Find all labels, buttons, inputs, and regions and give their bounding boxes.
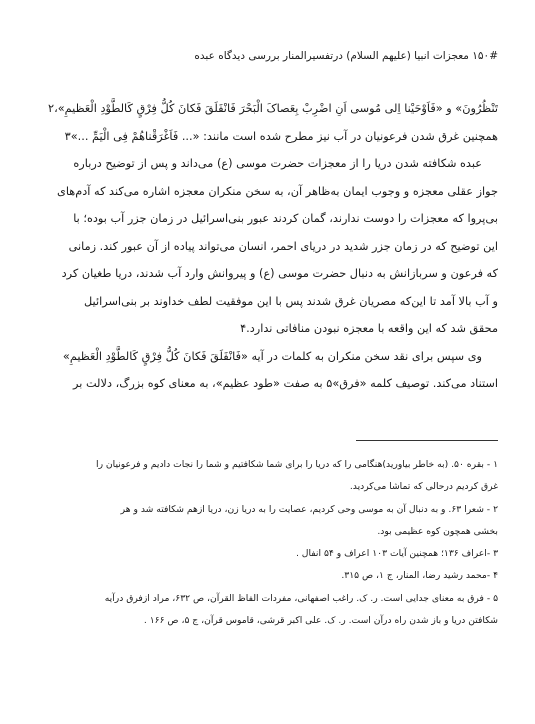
body-text (38, 95, 498, 398)
footnote-1-cont: غرق کردیم درحالی که تماشا می‌کردید. (349, 481, 498, 493)
body-line-11: استناد می‌کند. توصیف کلمه «فرق»۵ به صفت «طود عظیم»، به معنای کوه بزرگ، دلالت بر (73, 377, 498, 390)
footnote-2-cont: بخشی همچون کوه عظیمی بود. (377, 525, 498, 537)
body-line-8: و آب بالا آمد تا این‌که مصریان غرق شدند پس با این موفقیت لطف خداوند بر بنی‌اسرائیل (83, 294, 498, 308)
body-line-10: وی سپس برای نقد سخن منکران به کلمات در آیه «فَانْفَلَقَ فَکانَ کُلُّ فِرْقٍ کَالطَّوْدِ الْعَظیمِ» (62, 349, 482, 363)
body-line-4: جواز عقلی معجزه و وجوب ایمان به‌ظاهر آن، به سخن منکران معجزه اشاره می‌کند که آدم‌های (57, 184, 498, 198)
footnote-3: ۳ -اعراف ۱۳۶؛ همچنین آیات ۱۰۳ اعراف و ۵۴ انفال . (295, 548, 498, 560)
body-line-9: محقق شد که این واقعه با معجزه نبودن منافاتی ندارد.۴ (240, 322, 498, 335)
footnote-5-cont: شکافتن دریا و باز شدن راه درآن است. ر. ک. علی اکبر قرشی، قاموس قرآن، ج ۵، ص ۱۶۶ . (143, 615, 498, 627)
footnote-divider (356, 440, 498, 441)
body-line-7: که فرعون و سربازانش به دنبال حضرت موسی (ع) و پیروانش وارد آب شدند، دریا طغیان کرد (61, 267, 498, 280)
body-line-6: این توضیح که در زمان جزر شدید در دریای احمر، انسان می‌تواند پیاده از آن عبور کند. زمانی (68, 239, 498, 253)
footnote-1: ۱ - بقره ۵۰. (به خاطر بیاورید)هنگامی را که دریا را برای شما شکافتیم و شما را نجات دادیم و فرعونیان را (96, 459, 498, 470)
footnotes (38, 454, 498, 632)
running-head: ۱۵۰# معجزات انبیا (علیهم السلام) درتفسیرالمنار بررسی دیدگاه عبده (194, 50, 498, 62)
body-line-2: همچنین غرق شدن فرعونیان در آب نیز مطرح شده است مانند: «... فَاَغْرَقْناهُمْ فِی الْیَمِّ ...»۳ (64, 129, 498, 143)
body-line-3: عبده شکافته شدن دریا را از معجزات حضرت موسی (ع) می‌داند و پس از توضیح درباره (73, 157, 482, 170)
footnote-2: ۲ - شعرا ۶۳. و به دنبال آن به موسی وحی کردیم، عصایت را به دریا زن، دریا ازهم شکافته شد و هر (120, 503, 498, 515)
body-line-5: بی‌پروا که معجزات را دوست ندارند، گمان کردند عبور بنی‌اسرائیل در زمان جزر آب بوده؛ با (73, 212, 498, 225)
body-line-1: تَنْظُرُونَ»‌ و «فَاَوْحَیْنا اِلی مُوسی اَنِ اضْرِبْ بِعَصاکَ الْبَحْرَ فَانْفَلَقَ فَکانَ کُلُّ فِرْقٍ کَالطَّوْدِ الْعَظیمِ»،۲ (48, 102, 498, 115)
footnote-5: ۵ - فرق به معنای جدایی است. ر. ک. راغب اصفهانی، مفردات الفاظ القرآن، ص ۶۳۲، مراد ازفرق درآیه (104, 592, 498, 604)
footnote-4: ۴ -محمد رشید رضا، المنار، ج ۱، ص ۳۱۵. (341, 570, 498, 582)
document-page (38, 0, 498, 724)
